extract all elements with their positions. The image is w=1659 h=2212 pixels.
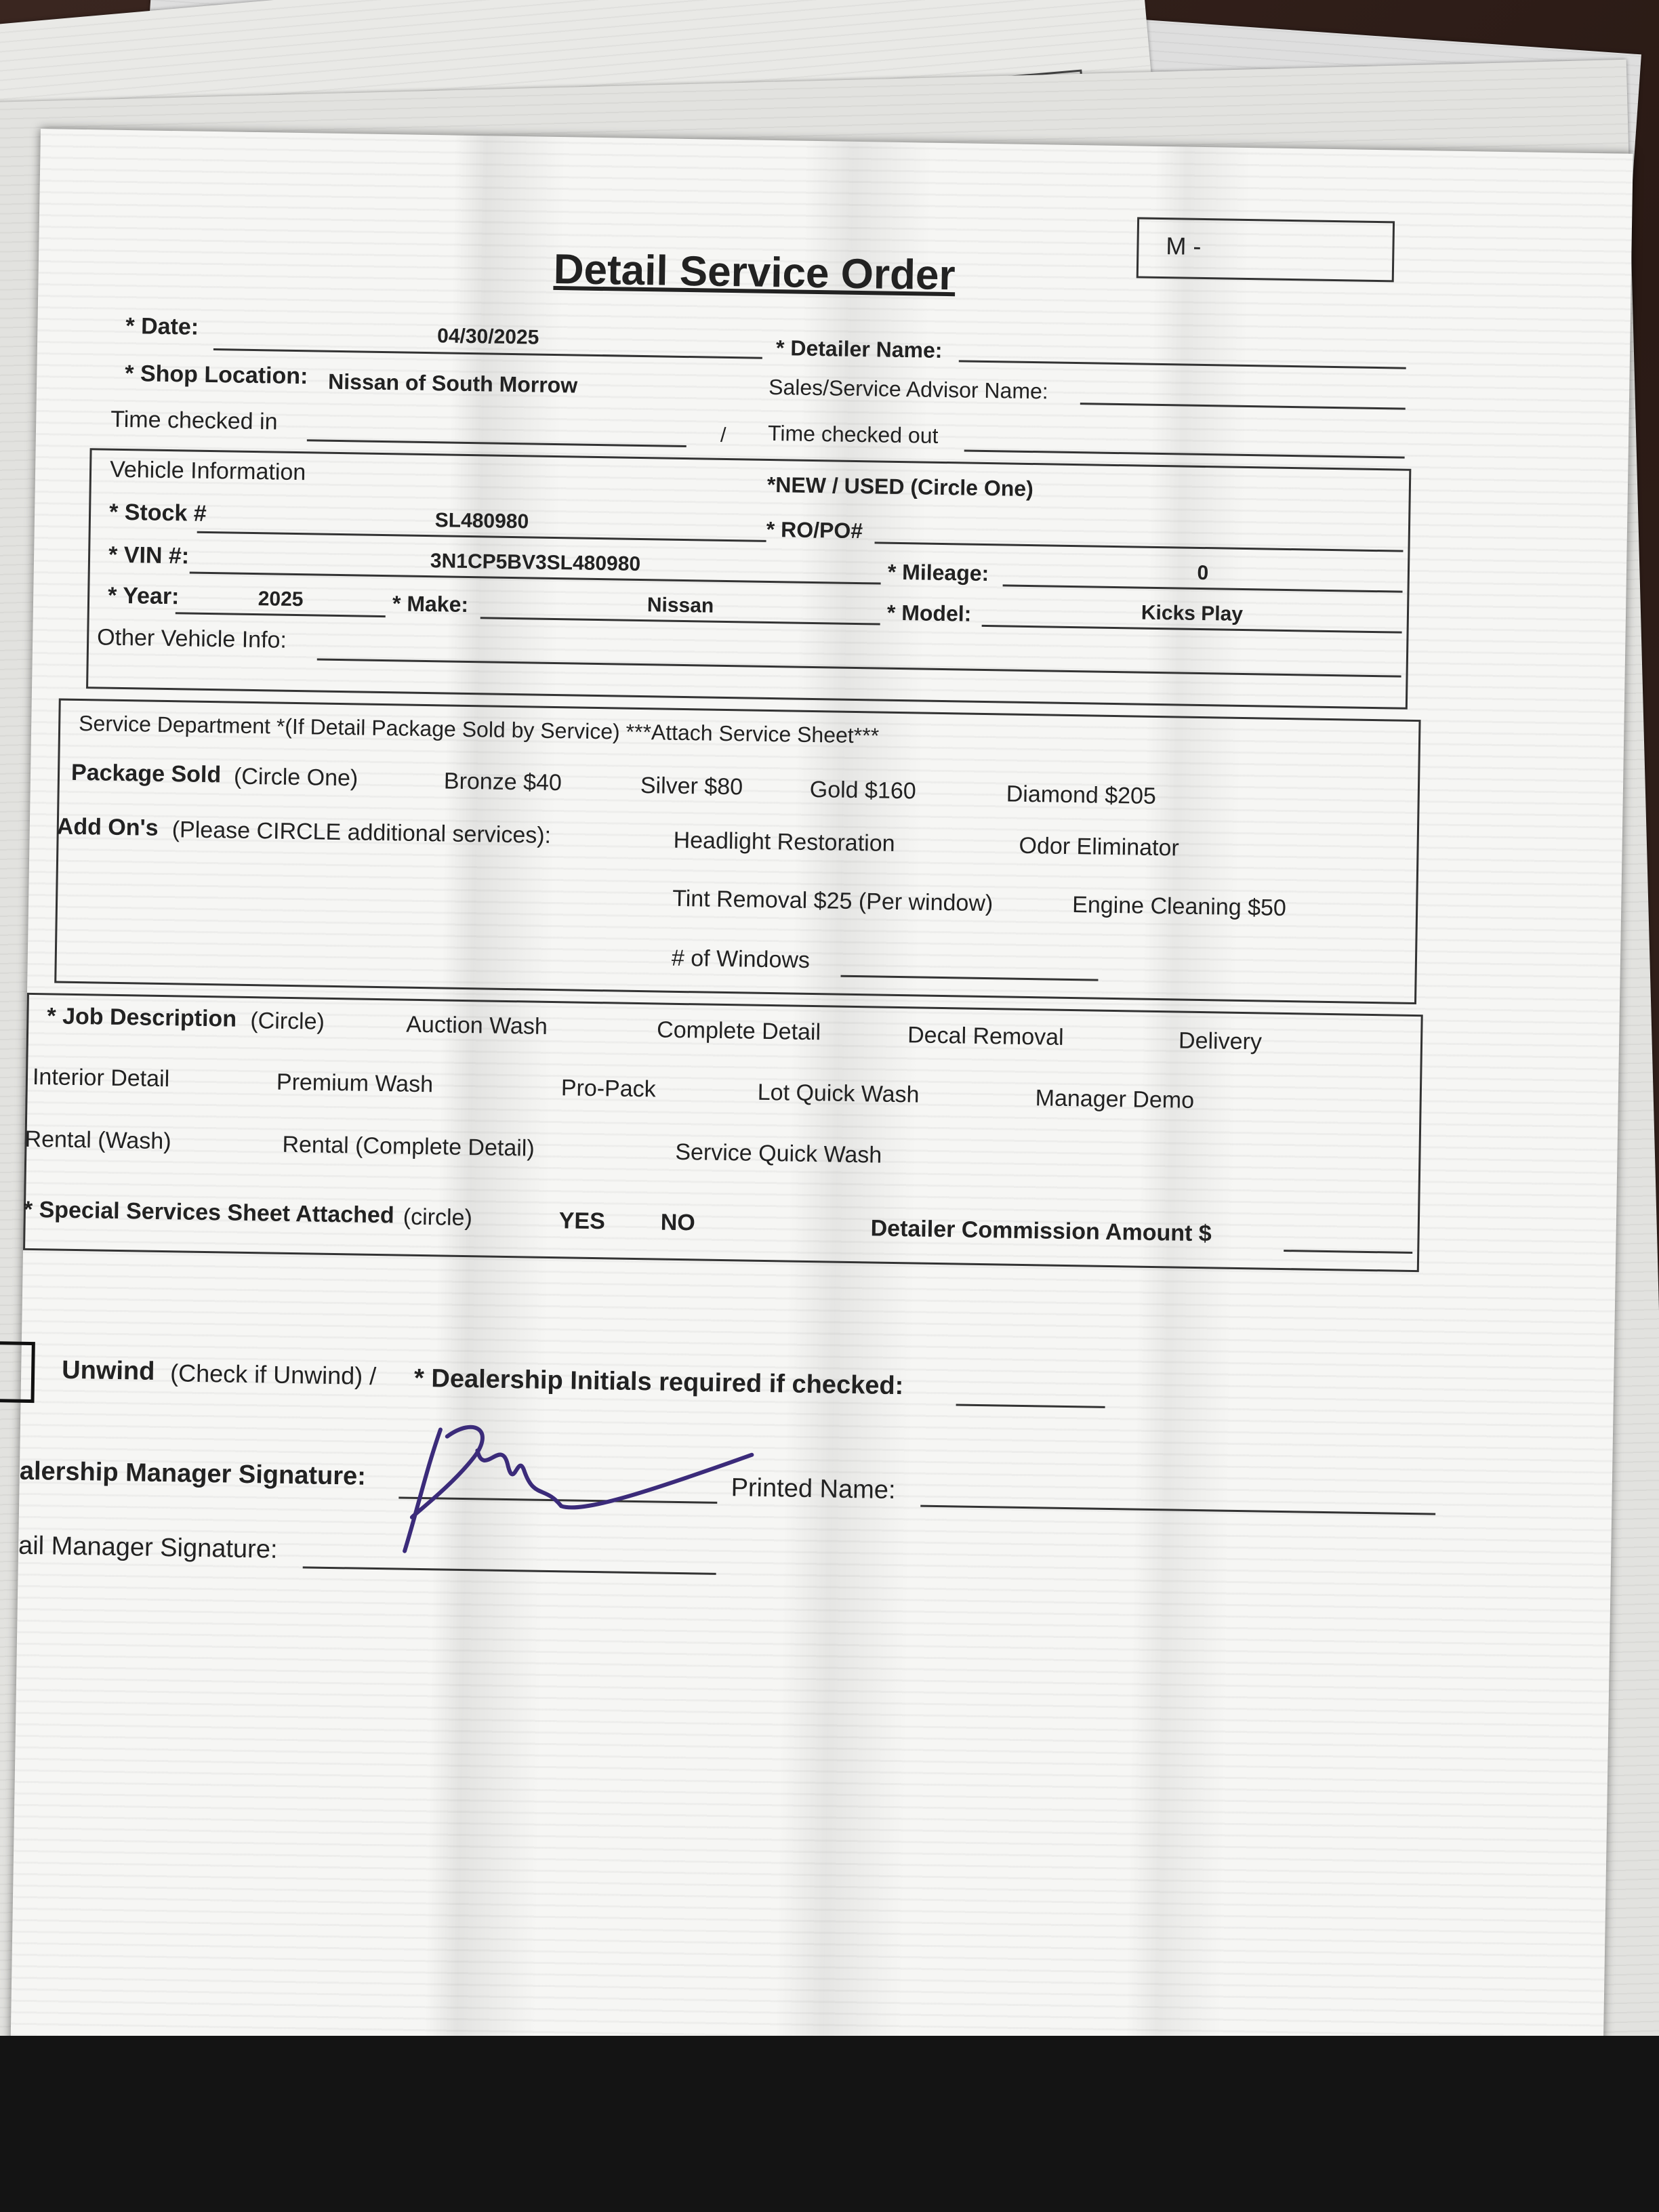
mileage-value[interactable]: 0 bbox=[1197, 561, 1209, 585]
addon-odor-eliminator[interactable]: Odor Eliminator bbox=[1019, 832, 1180, 861]
job-manager-demo[interactable]: Manager Demo bbox=[1035, 1085, 1195, 1113]
job-rental-wash[interactable]: Rental (Wash) bbox=[24, 1126, 171, 1155]
date-label: * Date: bbox=[125, 313, 199, 340]
shop-location-label: * Shop Location: bbox=[125, 361, 308, 390]
service-header: Service Department *(If Detail Package Sold by Service) ***Attach Service Sheet*** bbox=[78, 710, 880, 748]
job-delivery[interactable]: Delivery bbox=[1178, 1027, 1263, 1055]
detailer-name-line[interactable] bbox=[959, 360, 1406, 369]
special-services-note: (circle) bbox=[403, 1204, 473, 1231]
commission-label: Detailer Commission Amount $ bbox=[870, 1215, 1212, 1247]
model-value[interactable]: Kicks Play bbox=[1141, 601, 1244, 626]
stock-label: * Stock # bbox=[108, 499, 207, 527]
package-label: Package Sold bbox=[70, 759, 222, 788]
job-decal-removal[interactable]: Decal Removal bbox=[907, 1022, 1064, 1050]
vin-value[interactable]: 3N1CP5BV3SL480980 bbox=[430, 550, 641, 575]
special-services-label: * Special Services Sheet Attached bbox=[23, 1196, 394, 1229]
job-service-quick-wash[interactable]: Service Quick Wash bbox=[675, 1139, 882, 1168]
mileage-label: * Mileage: bbox=[887, 559, 989, 586]
printed-name-label: Printed Name: bbox=[731, 1473, 896, 1505]
detail-manager-signature-label: ail Manager Signature: bbox=[18, 1531, 278, 1564]
vehicle-info-label: Vehicle Information bbox=[109, 456, 306, 486]
other-vehicle-info-label: Other Vehicle Info: bbox=[96, 624, 287, 653]
printed-name-line[interactable] bbox=[920, 1505, 1435, 1515]
ro-po-label: * RO/PO# bbox=[766, 516, 863, 544]
job-lot-quick-wash[interactable]: Lot Quick Wash bbox=[757, 1079, 920, 1108]
unwind-initials-line[interactable] bbox=[956, 1404, 1105, 1408]
unwind-label: Unwind bbox=[61, 1355, 155, 1386]
time-in-label: Time checked in bbox=[110, 406, 278, 435]
vin-label: * VIN #: bbox=[108, 541, 190, 569]
windows-label: # of Windows bbox=[671, 945, 811, 973]
job-description-label: * Job Description bbox=[47, 1003, 237, 1032]
form-title: Detail Service Order bbox=[553, 245, 956, 300]
addon-headlight-restoration[interactable]: Headlight Restoration bbox=[673, 827, 895, 857]
special-services-no[interactable]: NO bbox=[660, 1209, 696, 1236]
job-premium-wash[interactable]: Premium Wash bbox=[276, 1069, 434, 1098]
addon-tint-removal[interactable]: Tint Removal $25 (Per window) bbox=[672, 885, 994, 917]
shop-location-value[interactable]: Nissan of South Morrow bbox=[327, 369, 578, 398]
job-rental-complete-detail[interactable]: Rental (Complete Detail) bbox=[282, 1131, 535, 1162]
job-description-note: (Circle) bbox=[250, 1008, 325, 1035]
unwind-note: (Check if Unwind) / bbox=[169, 1359, 377, 1391]
stock-value[interactable]: SL480980 bbox=[434, 509, 529, 533]
addons-label: Add On's bbox=[56, 813, 159, 841]
special-services-yes[interactable]: YES bbox=[558, 1208, 606, 1235]
model-label: * Model: bbox=[886, 600, 972, 626]
date-value[interactable]: 04/30/2025 bbox=[436, 325, 539, 349]
package-gold[interactable]: Gold $160 bbox=[809, 776, 917, 804]
package-label-note: (Circle One) bbox=[233, 763, 359, 792]
year-label: * Year: bbox=[107, 582, 180, 610]
job-interior-detail[interactable]: Interior Detail bbox=[32, 1063, 170, 1092]
addon-engine-cleaning[interactable]: Engine Cleaning $50 bbox=[1071, 892, 1287, 922]
sales-advisor-line[interactable] bbox=[1080, 403, 1406, 410]
make-value[interactable]: Nissan bbox=[647, 594, 714, 617]
manager-signature bbox=[398, 1409, 779, 1564]
form-number-box[interactable]: M - bbox=[1136, 217, 1395, 282]
job-auction-wash[interactable]: Auction Wash bbox=[406, 1011, 548, 1040]
package-diamond[interactable]: Diamond $205 bbox=[1006, 781, 1157, 809]
desk-bottom-shadow bbox=[0, 2036, 1659, 2212]
manager-signature-label: alership Manager Signature: bbox=[19, 1456, 367, 1491]
year-value[interactable]: 2025 bbox=[258, 588, 304, 611]
detail-manager-signature-line[interactable] bbox=[303, 1566, 716, 1575]
time-separator: / bbox=[720, 424, 726, 447]
package-bronze[interactable]: Bronze $40 bbox=[443, 768, 562, 796]
time-in-line[interactable] bbox=[307, 439, 687, 447]
time-out-label: Time checked out bbox=[767, 420, 939, 448]
new-used-label[interactable]: *NEW / USED (Circle One) bbox=[766, 472, 1034, 501]
detail-service-order-form bbox=[9, 129, 1633, 2119]
unwind-initials-label: * Dealership Initials required if checked: bbox=[413, 1364, 904, 1401]
job-complete-detail[interactable]: Complete Detail bbox=[656, 1017, 821, 1046]
time-out-line[interactable] bbox=[964, 449, 1405, 458]
addons-label-note: (Please CIRCLE additional services): bbox=[171, 817, 552, 848]
job-pro-pack[interactable]: Pro-Pack bbox=[560, 1075, 656, 1103]
sales-advisor-label: Sales/Service Advisor Name: bbox=[768, 374, 1048, 404]
make-label: * Make: bbox=[392, 591, 469, 617]
package-silver[interactable]: Silver $80 bbox=[640, 773, 743, 800]
unwind-checkbox[interactable] bbox=[0, 1341, 35, 1404]
detailer-name-label: * Detailer Name: bbox=[775, 335, 943, 363]
